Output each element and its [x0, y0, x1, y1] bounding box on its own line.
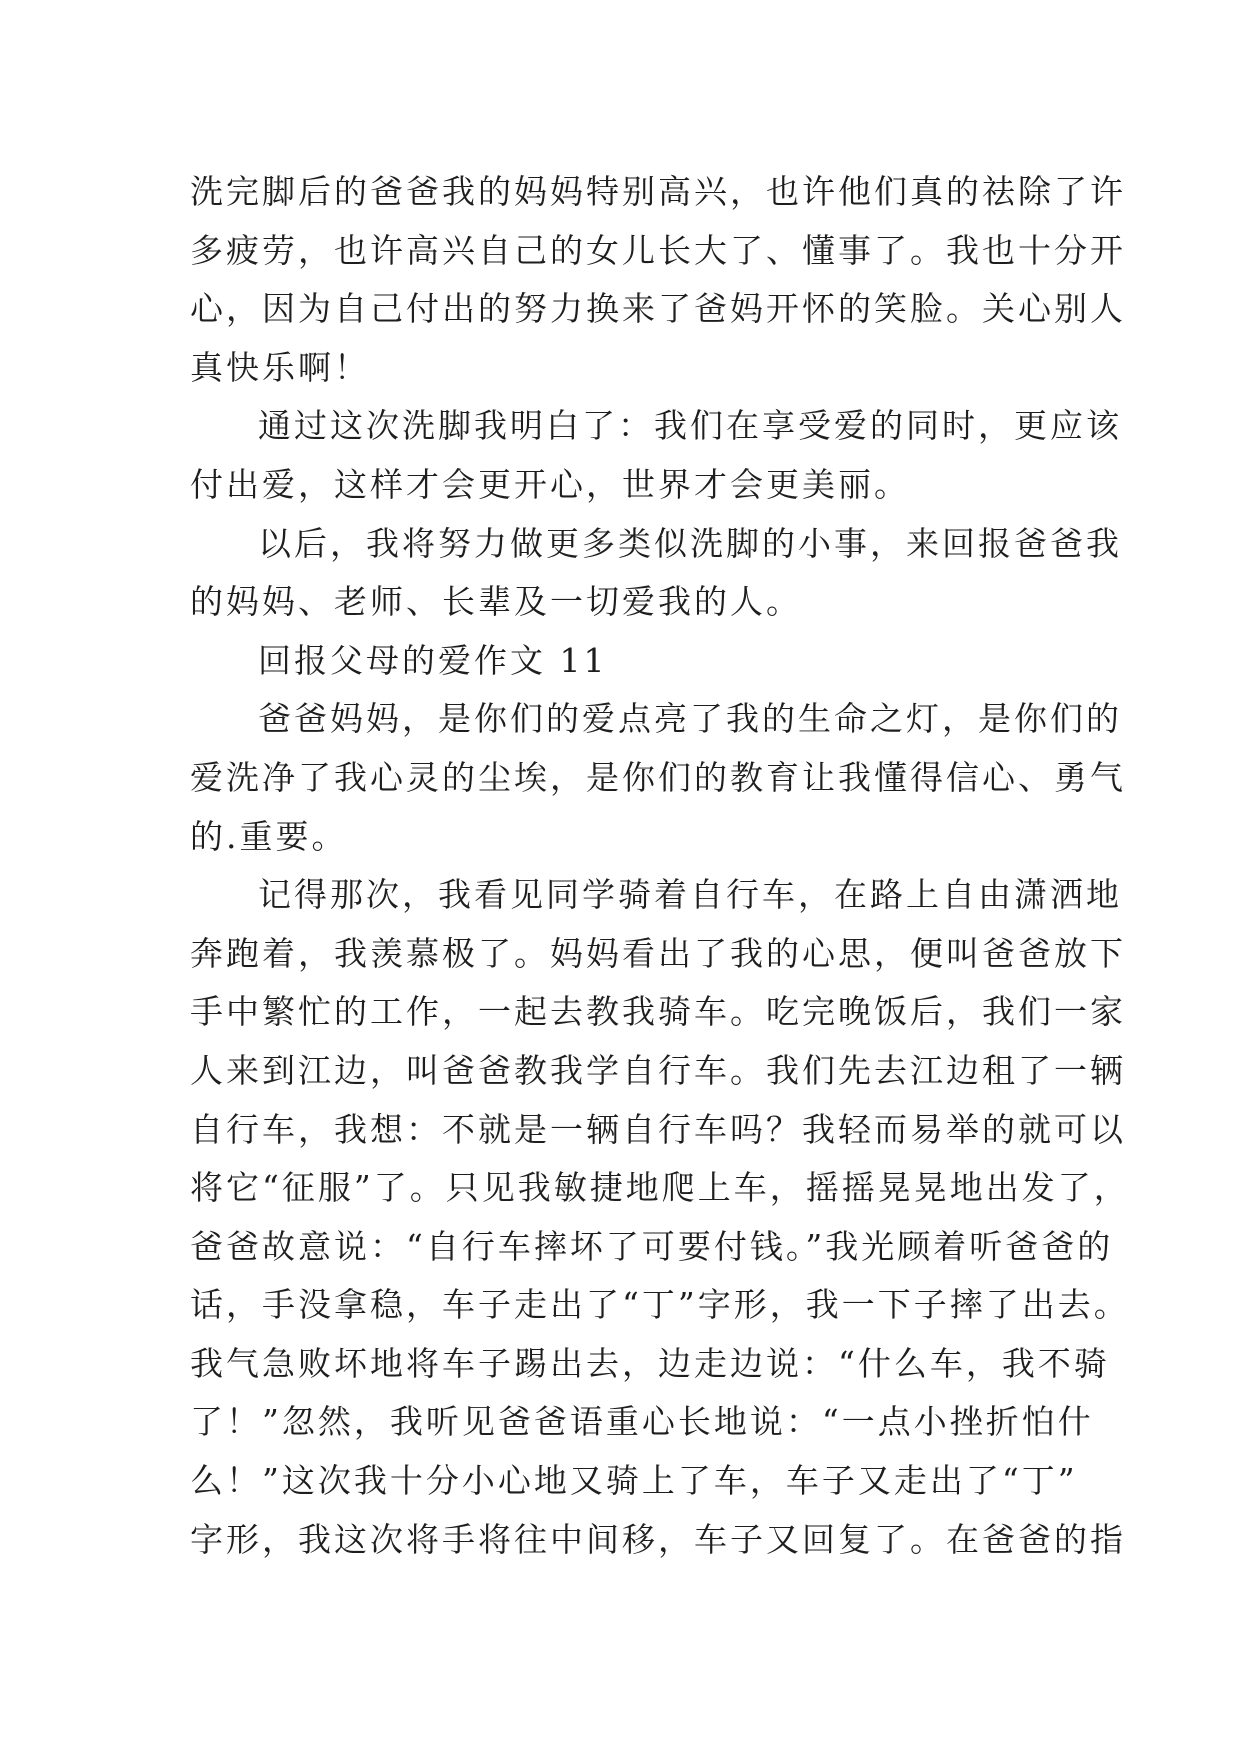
text-line: 付出爱，这样才会更开心，世界才会更美丽。: [190, 464, 910, 504]
text-line: 将它“征服”了。只见我敏捷地爬上车，摇摇晃晃地出发了，: [190, 1168, 1130, 1208]
text-line: 手中繁忙的工作，一起去教我骑车。吃完晚饭后，我们一家: [190, 992, 1126, 1032]
text-line: 以后，我将努力做更多类似洗脚的小事，来回报爸爸我: [258, 523, 1122, 563]
text-line: 话，手没拿稳，车子走出了“丁”字形，我一下子摔了出去。: [190, 1285, 1130, 1325]
paragraph: [190, 515, 1122, 632]
text-line: 的.重要。: [190, 816, 348, 856]
document-body: [190, 163, 1130, 1569]
text-line: 的妈妈、老师、长辈及一切爱我的人。: [190, 582, 802, 622]
text-line: 通过这次洗脚我明白了：我们在享受爱的同时，更应该: [258, 406, 1122, 446]
paragraph: [190, 163, 1126, 397]
section-title: 回报父母的爱作文 11: [258, 640, 608, 680]
text-line: 么！”这次我十分小心地又骑上了车，车子又走出了“丁”: [190, 1461, 1078, 1501]
text-line: 爸爸故意说：“自行车摔坏了可要付钱。”我光顾着听爸爸的: [190, 1226, 1114, 1266]
text-line: 我气急败坏地将车子踢出去，边走边说：“什么车，我不骑: [190, 1343, 1110, 1383]
text-line: 爸爸妈妈，是你们的爱点亮了我的生命之灯，是你们的: [258, 699, 1122, 739]
text-line: 洗完脚后的爸爸我的妈妈特别高兴，也许他们真的祛除了许: [190, 172, 1126, 211]
text-line: 了！”忽然，我听见爸爸语重心长地说：“一点小挫折怕什: [190, 1402, 1094, 1442]
text-line: 字形，我这次将手将往中间移，车子又回复了。在爸爸的指: [190, 1519, 1126, 1559]
text-line: 真快乐啊！: [190, 347, 370, 387]
text-line: 奔跑着，我羡慕极了。妈妈看出了我的心思，便叫爸爸放下: [190, 933, 1126, 973]
text-line: 记得那次，我看见同学骑着自行车，在路上自由潇洒地: [258, 875, 1122, 915]
paragraph: [190, 690, 1126, 866]
paragraph: [190, 397, 1122, 514]
text-line: 爱洗净了我心灵的尘埃，是你们的教育让我懂得信心、勇气: [190, 757, 1126, 797]
text-line: 心，因为自己付出的努力换来了爸妈开怀的笑脸。关心别人: [190, 289, 1126, 329]
text-line: 多疲劳，也许高兴自己的女儿长大了、懂事了。我也十分开: [190, 230, 1126, 270]
text-line: 自行车，我想：不就是一辆自行车吗？我轻而易举的就可以: [190, 1109, 1126, 1149]
text-line: 人来到江边，叫爸爸教我学自行车。我们先去江边租了一辆: [190, 1050, 1126, 1090]
paragraph: [190, 866, 1130, 1569]
